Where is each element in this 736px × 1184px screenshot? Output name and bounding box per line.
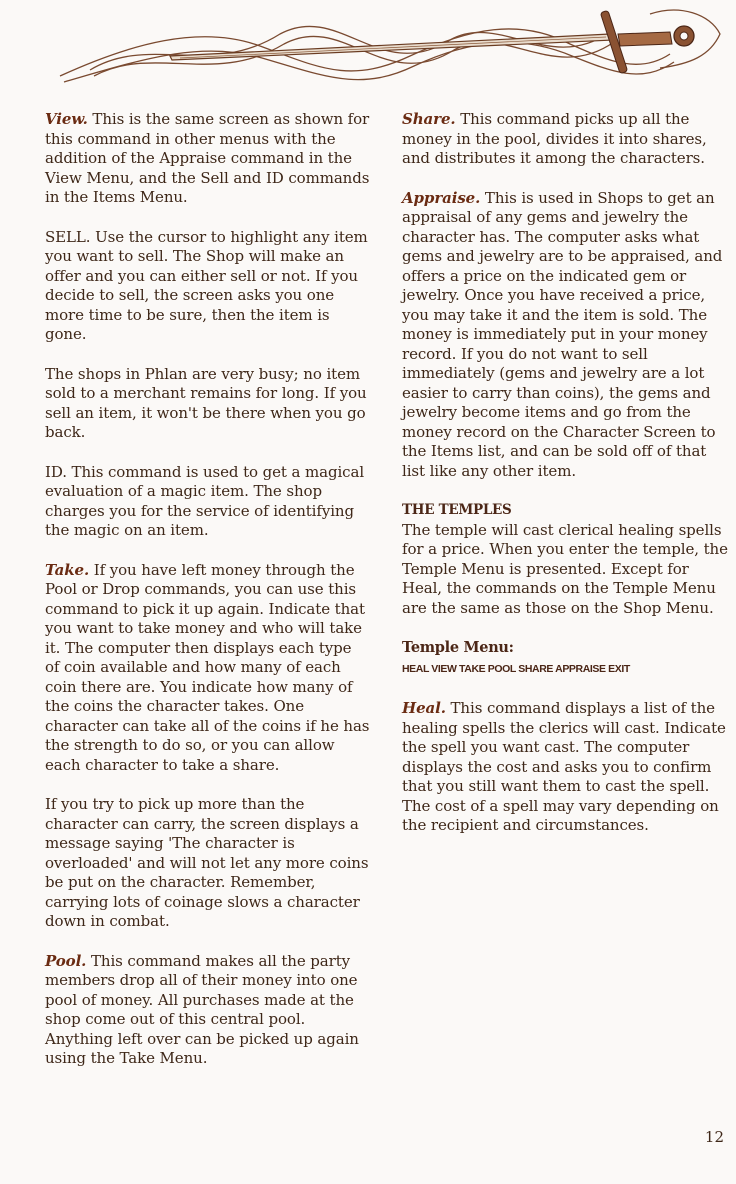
right-column <box>402 110 728 856</box>
take-paragraph <box>45 561 370 776</box>
temples-section <box>402 501 728 618</box>
sword-ribbon-decoration <box>50 4 730 104</box>
sell-paragraph <box>45 228 370 345</box>
pool-term: Pool. <box>45 951 87 970</box>
page-number: 12 <box>704 1128 724 1146</box>
share-text: This command picks up all the money in the pool, divides it into shares, and distributes it among the characters. <box>402 110 707 167</box>
appraise-paragraph <box>402 189 728 482</box>
temple-menu-section <box>402 638 728 679</box>
pool-text: This command makes all the party members drop all of their money into one pool of money. All purchases made at the shop come out of this central pool. Anything left over can be picked up again using the Take Menu. <box>45 951 359 1067</box>
left-column <box>45 110 370 1089</box>
id-text: ID. This command is used to get a magical evaluation of a magic item. The shop charges you for the service of identifying the magic on an item. <box>45 462 365 539</box>
view-term: View. <box>45 110 88 128</box>
appraise-term: Appraise. <box>402 188 481 207</box>
appraise-text: This is used in Shops to get an appraisal of any gems and jewelry the character has. The computer asks what gems and jewelry are to be appraised, and offers a price on the indicated gem or jewelry. Once you have received a price, you may take it and the item is sold. The money is immediately put in your money record. If you do not want to sell immediately (gems and jewelry are a lot easier to carry than coins), the gems and jewelry become items and go from the money record on the Character Screen to the Items list, and can be sold off of that list like any other item. <box>402 188 723 480</box>
sell-text: SELL. Use the cursor to highlight any item you want to sell. The Shop will make an offer and you can either sell or not. If you decide to sell, the screen asks you one more time to be sure, then the item is gone. <box>45 227 368 343</box>
temples-heading: THE TEMPLES <box>402 502 512 518</box>
shops-paragraph <box>45 365 370 443</box>
share-paragraph <box>402 110 728 169</box>
overload-paragraph <box>45 795 370 932</box>
heal-paragraph <box>402 699 728 836</box>
view-text: This is the same screen as shown for this command in other menus with the addition of the Appraise command in the View Menu, and the Sell and ID commands in the Items Menu. <box>45 110 370 206</box>
share-term: Share. <box>402 110 456 128</box>
overload-text: If you try to pick up more than the character can carry, the screen displays a message saying 'The character is overloaded' and will not let any more coins be put on the character. Remember, carrying lots of coinage slows a character down in combat. <box>45 795 369 930</box>
pool-paragraph <box>45 952 370 1069</box>
id-paragraph <box>45 463 370 541</box>
heal-term: Heal. <box>402 699 446 717</box>
temple-menu-items: HEAL VIEW TAKE POOL SHARE APPRAISE EXIT <box>402 662 630 675</box>
heal-text: This command displays a list of the healing spells the clerics will cast. Indicate the spell you want cast. The computer displays the cost and asks you to confirm that you still want them to cast the spell. The cost of a spell may vary depending on the recipient and circumstances. <box>402 699 726 834</box>
shops-text: The shops in Phlan are very busy; no item sold to a merchant remains for long. If you sell an item, it won't be there when you go back. <box>45 364 367 441</box>
sword-grip <box>618 32 672 46</box>
take-text: If you have left money through the Pool or Drop commands, you can use this command to pick it up again. Indicate that you want to take money and who will take it. The computer then displays each type of coin available and how many of each coin there are. You indicate how many of the coins the character takes. One character can take all of the coins if he has the strength to do so, or you can allow each character to take a share. <box>45 560 370 774</box>
temple-menu-heading: Temple Menu: <box>402 639 514 656</box>
view-paragraph <box>45 110 370 208</box>
temples-text: The temple will cast clerical healing spells for a price. When you enter the temple, the Temple Menu is presented. Except for Heal, the commands on the Temple Menu are the same as those on the Shop Menu. <box>402 520 728 617</box>
take-term: Take. <box>45 560 90 579</box>
